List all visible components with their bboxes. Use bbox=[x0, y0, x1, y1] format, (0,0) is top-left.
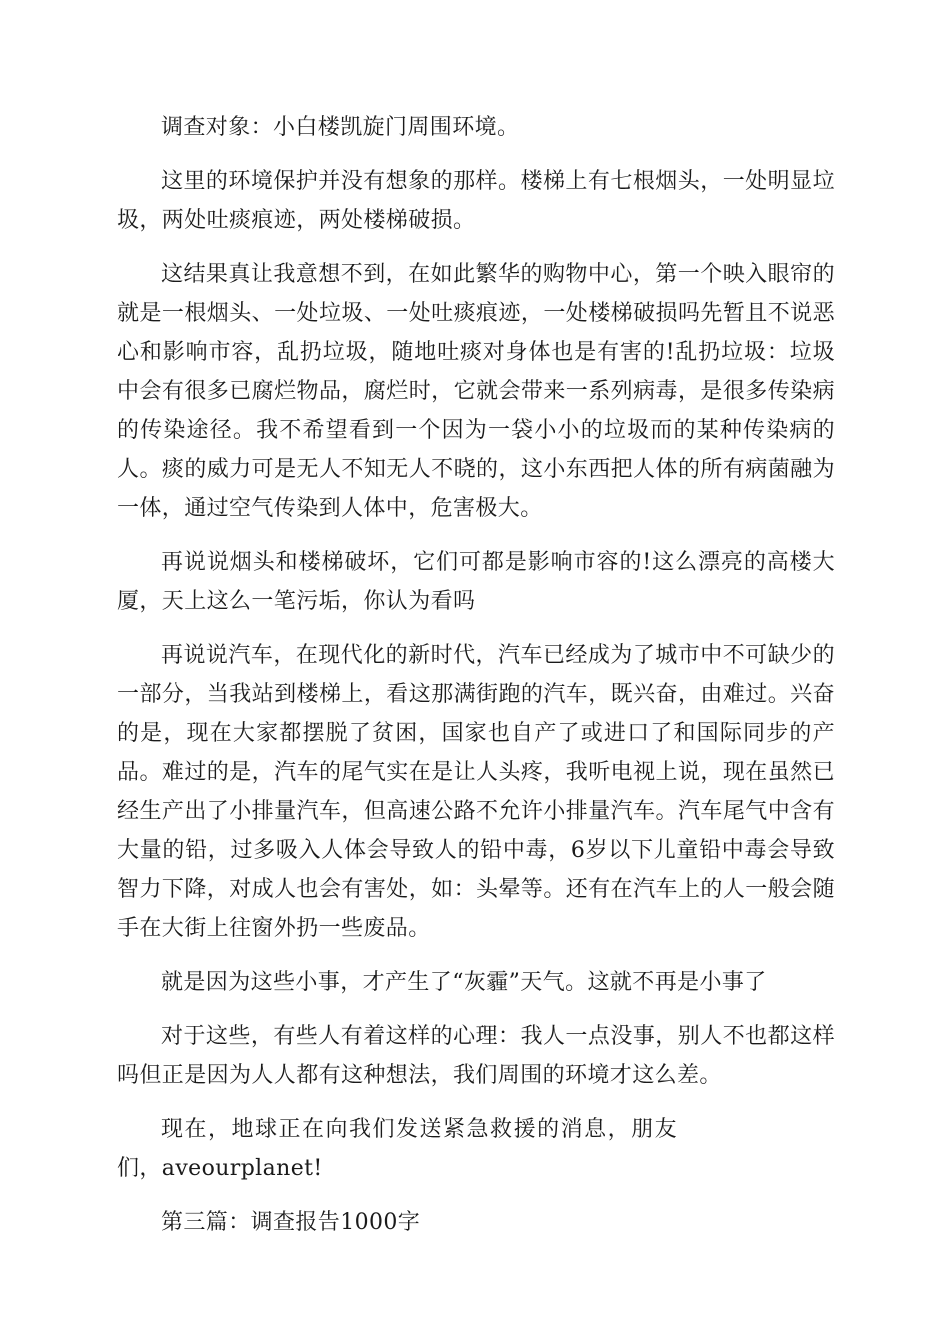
paragraph-survey-subject: 调查对象：小白楼凯旋门周围环境。 bbox=[161, 115, 520, 140]
paragraph-litter-spitting: 这结果真让我意想不到，在如此繁华的购物中心，第一个映入眼帘的就是一根烟头、一处垃圾、一处吐痰痕迹，一处楼梯破损吗先暂且不说恶心和影响市容，乱扔垃圾，随地吐痰对身体也是有害的!乱扔垃圾：垃圾中会有很多已腐烂物品，腐烂时，它就会带来一系列病毒，是很多传染病的传染途径。我不希望看到一个因为一袋小小的垃圾而的某种传染病的人。痰的威力可是无人不知无人不晓的，这小东西把人体的所有病菌融为一体，通过空气传染到人体中，危害极大。 bbox=[117, 262, 835, 521]
section-heading: 第三篇：调查报告1000字 bbox=[161, 1210, 421, 1235]
paragraph-haze: 就是因为这些小事，才产生了“灰霾”天气。这就不再是小事了 bbox=[161, 970, 767, 995]
paragraph-cigarettes-stairs: 再说说烟头和楼梯破坏，它们可都是影响市容的!这么漂亮的高楼大厦，天上这么一笔污垢，你认为看吗 bbox=[117, 550, 835, 614]
paragraph-mindset: 对于这些，有些人有着这样的心理：我人一点没事，别人不也都这样吗但正是因为人人都有这种想法，我们周围的环境才这么差。 bbox=[117, 1024, 835, 1088]
paragraph-observations: 这里的环境保护并没有想象的那样。楼梯上有七根烟头，一处明显垃圾，两处吐痰痕迹，两处楼梯破损。 bbox=[117, 169, 835, 233]
paragraph-save-planet: 现在，地球正在向我们发送紧急救援的消息，朋友们，aveourplanet! bbox=[117, 1117, 677, 1181]
document-body bbox=[117, 108, 835, 1242]
paragraph-cars-exhaust: 再说说汽车，在现代化的新时代，汽车已经成为了城市中不可缺少的一部分，当我站到楼梯上，看这那满街跑的汽车，既兴奋，由难过。兴奋的是，现在大家都摆脱了贫困，国家也自产了或进口了和国际同步的产品。难过的是，汽车的尾气实在是让人头疼，我听电视上说，现在虽然已经生产出了小排量汽车，但高速公路不允许小排量汽车。汽车尾气中含有大量的铅，过多吸入人体会导致人的铅中毒，6岁以下儿童铅中毒会导致智力下降，对成人也会有害处，如：头晕等。还有在汽车上的人一般会随手在大街上往窗外扔一些废品。 bbox=[117, 643, 835, 941]
